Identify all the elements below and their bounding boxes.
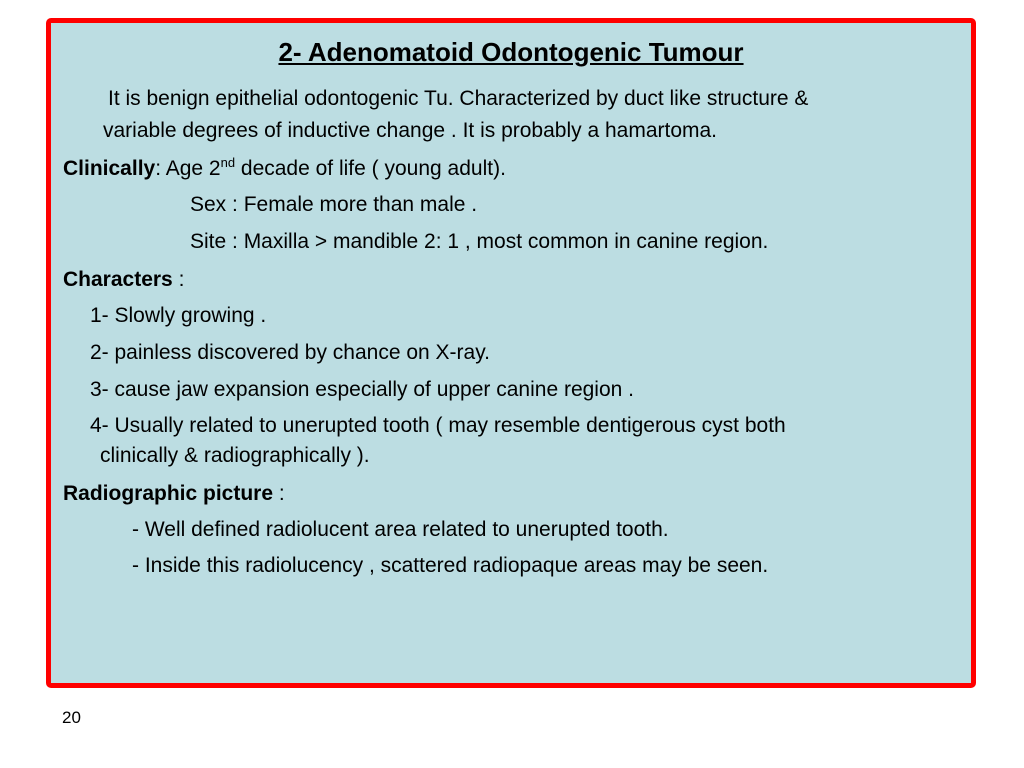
characters-label: Characters [63,268,173,291]
clinically-age-line [63,156,506,181]
radiographic-label: Radiographic picture [63,482,274,505]
clinically-sex-line: Sex : Female more than male . [190,193,478,216]
clinically-age-sup: nd [220,155,236,170]
clinically-age-prefix: : Age 2 [155,157,221,180]
intro-line-1: It is benign epithelial odontogenic Tu. Characterized by duct like structure & [108,87,809,110]
intro-line-2: variable degrees of inductive change . It is probably a hamartoma. [103,119,718,142]
characters-item-4-cont: clinically & radiographically ). [100,444,370,467]
clinically-label: Clinically [63,157,156,180]
characters-item-4: 4- Usually related to unerupted tooth ( may resemble dentigerous cyst both [90,414,786,437]
clinically-site-line: Site : Maxilla > mandible 2: 1 , most common in canine region. [190,230,769,253]
characters-heading [63,267,184,292]
radiographic-item-1: - Well defined radiolucent area related to unerupted tooth. [132,518,669,541]
characters-colon: : [172,268,185,291]
radiographic-item-2: - Inside this radiolucency , scattered radiopaque areas may be seen. [132,554,769,577]
slide-title: 2- Adenomatoid Odontogenic Tumour [278,37,744,67]
characters-item-3: 3- cause jaw expansion especially of upper canine region . [90,378,635,401]
page-number: 20 [62,708,81,727]
characters-item-1: 1- Slowly growing . [90,304,267,327]
radiographic-colon: : [273,482,285,505]
clinically-age-suffix: decade of life ( young adult). [235,157,506,180]
radiographic-heading [63,481,285,506]
characters-item-2: 2- painless discovered by chance on X-ray. [90,341,490,364]
content-panel [46,18,976,688]
